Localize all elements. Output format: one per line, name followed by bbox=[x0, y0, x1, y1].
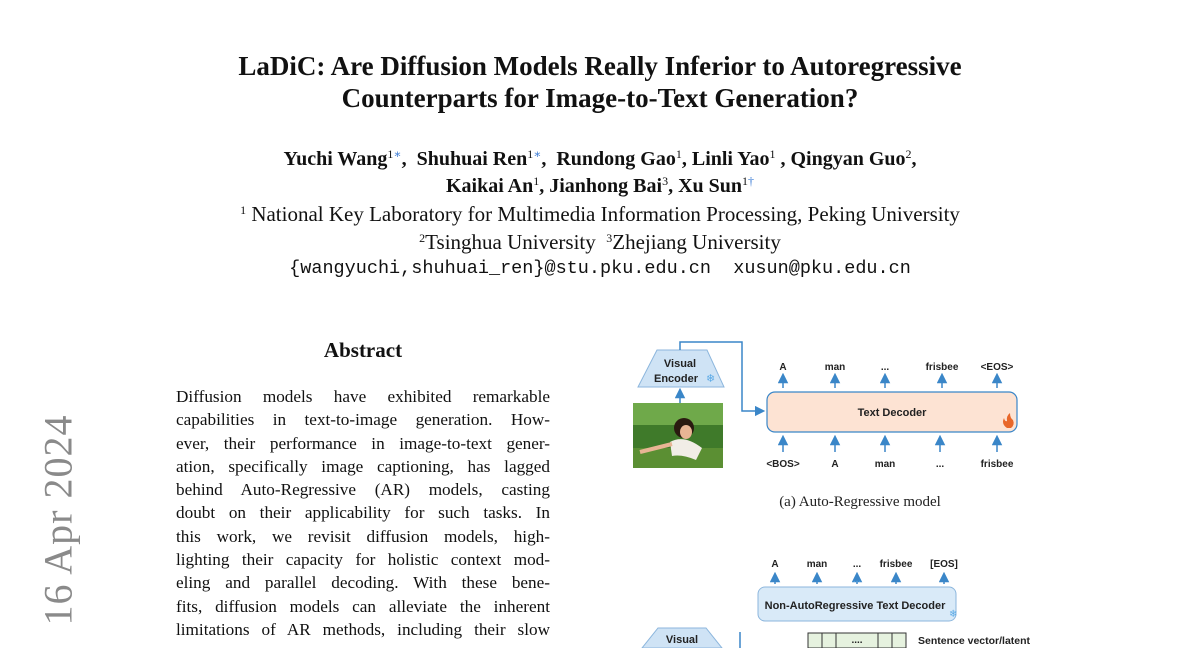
abstract-line: behind Auto-Regressive (AR) models, casting bbox=[176, 480, 550, 500]
abstract-line: this work, we revisit diffusion models, high- bbox=[176, 526, 550, 546]
title-line-2: Counterparts for Image-to-Text Generation? bbox=[341, 83, 859, 113]
affiliation-text: National Key Laboratory for Multimedia Information Processing, Peking University bbox=[246, 202, 960, 226]
author-name: Yuchi Wang bbox=[283, 148, 388, 170]
ar-encoder-label-1: Visual bbox=[663, 358, 697, 370]
author-affiliation-mark: 1 bbox=[533, 174, 540, 188]
author-affiliation-mark: 1 bbox=[675, 147, 682, 161]
affiliation-sup: 1 bbox=[240, 203, 247, 217]
author-affiliation-mark: 2 bbox=[905, 147, 912, 161]
snowflake-icon: ❄ bbox=[949, 609, 958, 620]
author-name: Linli Yao bbox=[691, 148, 770, 170]
token-label: frisbee bbox=[980, 459, 1014, 470]
authors-line-1: Yuchi Wang$^{1∗}$, Shuhuai Ren$^{1∗}$, Rundong Gao$^1$, Linli Yao$^1$ , Qingyan Guo$^2$, bbox=[283, 147, 917, 170]
abstract-line: fits, diffusion models can alleviate the inherent bbox=[176, 596, 550, 616]
token-label: man bbox=[824, 362, 846, 373]
affiliation-sup: 3 bbox=[606, 231, 613, 245]
author-name: Kaikai An bbox=[445, 175, 534, 197]
nar-ellipsis: ... bbox=[852, 574, 862, 585]
author-affiliation-mark: 1∗ bbox=[527, 147, 542, 161]
affiliations bbox=[150, 200, 1050, 256]
method-figure bbox=[620, 330, 1040, 648]
author-affiliation-mark: 3 bbox=[662, 174, 669, 188]
latent-dots: .... bbox=[851, 635, 863, 646]
input-image-thumbnail bbox=[633, 403, 723, 468]
affiliation-line-1 bbox=[150, 200, 1050, 228]
authors-line-2: Kaikai An$^1$, Jianhong Bai$^3$, Xu Sun$^{1\dagger}$ bbox=[445, 174, 755, 197]
token-label: frisbee bbox=[879, 559, 913, 570]
ar-caption: (a) Auto-Regressive model bbox=[779, 494, 941, 510]
token-label: frisbee bbox=[925, 362, 959, 373]
token-label: ... bbox=[852, 559, 862, 570]
token-label: [EOS] bbox=[930, 559, 958, 570]
token-label: man bbox=[874, 459, 896, 470]
author-affiliation-mark: 1∗ bbox=[387, 147, 402, 161]
token-label: A bbox=[831, 459, 839, 470]
token-label: <BOS> bbox=[766, 459, 800, 470]
author-affiliation-mark: 1† bbox=[742, 174, 755, 188]
paper-title bbox=[150, 50, 1050, 114]
token-label: ... bbox=[935, 459, 945, 470]
nar-text-decoder-label: Non-AutoRegressive Text Decoder bbox=[764, 600, 946, 612]
author-list bbox=[150, 146, 1050, 200]
token-label: <EOS> bbox=[980, 362, 1014, 373]
abstract-line: ever, their performance in image-to-text gener- bbox=[176, 433, 550, 453]
abstract-line: Diffusion models have exhibited remarkable bbox=[176, 387, 550, 406]
ar-text-decoder-label: Text Decoder bbox=[857, 407, 927, 419]
abstract-line: ation, specifically image captioning, has lagged bbox=[176, 456, 550, 476]
nar-output-tokens bbox=[771, 559, 958, 584]
abstract-line: capabilities in text-to-image generation. How- bbox=[176, 410, 550, 430]
author-name: Jianhong Bai bbox=[549, 175, 663, 197]
author-affiliation-mark: 1 bbox=[769, 147, 776, 161]
token-label: ... bbox=[880, 362, 890, 373]
affiliation-line-2 bbox=[150, 228, 1050, 256]
author-name: Shuhuai Ren bbox=[416, 148, 528, 170]
ar-encoder-label-2: Encoder bbox=[653, 373, 699, 385]
author-emails: {wangyuchi,shuhuai_ren}@stu.pku.edu.cn xusun@pku.edu.cn bbox=[289, 258, 911, 279]
affiliation-sup: 2 bbox=[419, 231, 426, 245]
abstract-line: lighting their capacity for holistic context mod- bbox=[176, 550, 550, 570]
abstract-line: eling and parallel decoding. With these bene- bbox=[176, 573, 550, 593]
abstract-line: limitations of AR methods, including their slow bbox=[176, 619, 550, 639]
abstract-body bbox=[176, 385, 550, 641]
token-label: A bbox=[779, 362, 787, 373]
title-line-1: LaDiC: Are Diffusion Models Really Inferior to Autoregressive bbox=[238, 51, 962, 81]
ar-output-tokens bbox=[779, 362, 1013, 388]
affiliation-text: Tsinghua University bbox=[425, 230, 607, 254]
abstract-line: doubt on their applicability for such tasks. In bbox=[176, 503, 550, 523]
ar-input-tokens bbox=[766, 437, 1014, 470]
token-label: A bbox=[771, 559, 779, 570]
affiliation-text: Zhejiang University bbox=[612, 230, 781, 254]
author-name: Xu Sun bbox=[678, 175, 743, 197]
abstract-heading: Abstract bbox=[323, 338, 403, 362]
latent-label: Sentence vector/latent bbox=[918, 635, 1031, 647]
arxiv-side-stamp: 16 Apr 2024 bbox=[35, 414, 81, 626]
nar-encoder-label-1: Visual bbox=[665, 634, 699, 646]
author-name: Qingyan Guo bbox=[790, 148, 906, 170]
snowflake-icon: ❄ bbox=[706, 373, 716, 385]
author-name: Rundong Gao bbox=[556, 148, 676, 170]
token-label: man bbox=[806, 559, 828, 570]
